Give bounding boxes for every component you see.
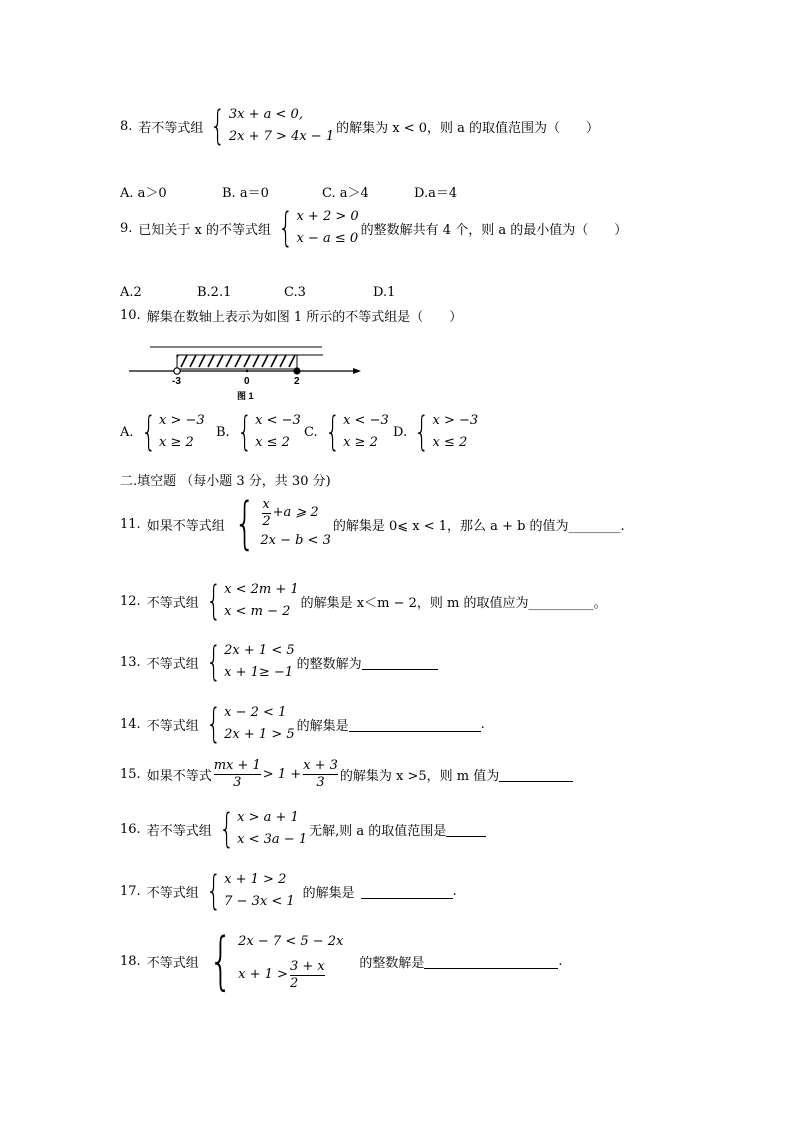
inequality: +a ⩾ 2 — [272, 505, 319, 520]
inequality: 7 − 3x < 1 — [224, 894, 295, 909]
fraction-numerator: mx + 1 — [213, 758, 261, 773]
inequality: x < −3 — [255, 413, 301, 428]
option-c: C.3 — [284, 285, 306, 300]
question-number: 12. — [120, 593, 141, 609]
inequality: 3x + a < 0, — [228, 107, 303, 122]
inequality-system — [273, 206, 359, 250]
brace-icon: { — [218, 806, 235, 852]
inequality: 2x − b < 3 — [260, 532, 331, 548]
question-stem-tail: 的解集是 x＜m − 2，则 m 的取值应为__________。 — [300, 595, 607, 611]
number-line-figure — [125, 340, 370, 406]
inequality: x > a + 1 — [237, 810, 299, 825]
question-number: 14. — [120, 716, 141, 732]
option-a: A.2 — [120, 285, 142, 300]
question-stem-tail: 的解集为 x < 0，则 a 的取值范围为（ ） — [336, 120, 600, 136]
inequality: x ≥ 2 — [158, 435, 194, 450]
end-mark: . — [558, 953, 563, 969]
inequality-system — [205, 104, 334, 148]
fraction-denominator: 2 — [262, 513, 271, 529]
inequality-system — [201, 579, 299, 623]
question-number: 18. — [120, 953, 141, 969]
brace-icon: { — [324, 409, 340, 455]
option-c — [304, 410, 391, 454]
inequality: 2x + 7 > 4x − 1 — [228, 129, 335, 144]
question-16 — [120, 807, 486, 851]
option-b: B. a＝0 — [222, 186, 269, 201]
question-stem-tail: 的解集是 — [296, 718, 349, 734]
inequality: x + 1 > 2 — [224, 872, 287, 887]
question-stem: 如果不等式 — [146, 769, 212, 784]
fraction-numerator: 3 + x — [289, 958, 325, 974]
question-15 — [120, 758, 573, 791]
inequality: x + 1≥ −1 — [224, 665, 294, 680]
option-c: C. a＞4 — [322, 186, 369, 201]
tick-label: 0 — [244, 376, 250, 387]
option-a — [120, 410, 207, 454]
brace-icon: { — [205, 701, 222, 747]
question-14 — [120, 702, 485, 746]
option-b: B.2.1 — [197, 285, 232, 300]
question-18 — [120, 924, 563, 997]
question-stem-tail: 的整数解为 — [296, 656, 362, 672]
option-label: A. — [120, 424, 134, 440]
origin-point — [246, 370, 248, 372]
end-mark: . — [452, 883, 457, 899]
option-d: D.a＝4 — [414, 186, 458, 201]
question-9 — [120, 206, 627, 250]
fraction-numerator: x + 3 — [303, 758, 338, 773]
fraction-denominator: 3 — [233, 775, 242, 790]
inequality: x − a ≤ 0 — [296, 231, 359, 246]
option-d: D.1 — [373, 285, 396, 300]
option-label: D. — [393, 424, 408, 440]
figure-caption: 图 1 — [237, 391, 254, 401]
question-stem: 若不等式组 — [138, 120, 204, 136]
question-stem: 解集在数轴上表示为如图 1 所示的不等式组是（ ） — [146, 310, 463, 325]
question-number: 17. — [120, 883, 141, 899]
question-stem: 若不等式组 — [146, 823, 212, 839]
open-point — [174, 368, 180, 374]
question-number: 15. — [120, 767, 141, 782]
inequality: x ≤ 2 — [255, 435, 290, 450]
question-number: 8. — [120, 118, 133, 134]
question-stem: 不等式组 — [146, 885, 199, 901]
brace-icon: { — [233, 491, 256, 556]
option-d — [393, 410, 480, 454]
inequality: x > −3 — [158, 413, 205, 428]
inequality-system — [201, 640, 295, 684]
question-number: 11. — [120, 516, 141, 532]
brace-icon: { — [210, 103, 226, 149]
brace-icon: { — [208, 924, 233, 997]
option-a: A. a＞0 — [120, 186, 167, 201]
inequality: x − 2 < 1 — [224, 705, 287, 720]
fraction-numerator: x — [262, 496, 270, 512]
fraction-denominator: 2 — [289, 975, 299, 991]
inequality: x < −3 — [343, 413, 389, 428]
inequality: 2x + 1 > 5 — [224, 727, 295, 742]
solution-region — [177, 355, 297, 369]
question-17 — [120, 869, 457, 913]
brace-icon: { — [414, 409, 430, 455]
answer-blank[interactable] — [362, 655, 438, 670]
inequality: x < m − 2 — [224, 604, 291, 619]
inequality: x < 3a − 1 — [237, 832, 308, 847]
question-number: 16. — [120, 821, 141, 837]
inequality: x > −3 — [432, 413, 479, 428]
brace-icon: { — [236, 409, 253, 455]
question-10 — [120, 306, 462, 325]
inequality: 2x − 7 < 5 − 2x — [238, 933, 344, 949]
option-b — [216, 410, 303, 454]
question-stem-tail: 的解集为 x >5，则 m 值为 — [339, 769, 500, 784]
question-number: 13. — [120, 654, 141, 670]
section-heading: 二.填空题 （每小题 3 分，共 30 分) — [120, 474, 331, 489]
inequality: 2x + 1 < 5 — [224, 643, 295, 658]
brace-icon: { — [205, 639, 222, 685]
fraction-denominator: 3 — [316, 775, 325, 790]
answer-blank[interactable] — [361, 884, 453, 899]
brace-icon: { — [278, 205, 294, 251]
question-number: 9. — [120, 220, 133, 236]
question-stem-tail: 的解集是 — [302, 885, 355, 901]
option-label: B. — [216, 424, 230, 440]
question-stem: 已知关于 x 的不等式组 — [138, 222, 272, 238]
question-stem-tail: 无解,则 a 的取值范围是 — [309, 823, 447, 839]
inequality: x ≥ 2 — [343, 435, 378, 450]
answer-blank[interactable] — [499, 767, 573, 782]
question-8 — [120, 104, 599, 148]
brace-icon: { — [140, 409, 156, 455]
question-stem: 不等式组 — [146, 656, 199, 672]
brace-icon: { — [205, 578, 222, 624]
inequality: x < 2m + 1 — [224, 582, 299, 597]
option-label: C. — [304, 424, 318, 440]
inequality: x ≤ 2 — [432, 435, 468, 450]
question-stem: 不等式组 — [146, 718, 199, 734]
answer-blank[interactable] — [446, 822, 486, 837]
question-13 — [120, 640, 438, 684]
question-stem: 如果不等式组 — [146, 518, 225, 534]
question-12 — [120, 579, 606, 623]
arrow-icon — [353, 368, 361, 374]
inequality-system — [201, 924, 344, 997]
answer-blank[interactable] — [424, 954, 558, 969]
inequality-system — [214, 807, 307, 851]
question-11 — [120, 491, 625, 556]
inequality: x + 1 > — [238, 967, 288, 982]
inequality: > 1 + — [262, 767, 302, 782]
tick-label: 2 — [294, 376, 300, 387]
question-number: 10. — [120, 308, 141, 323]
inequality-system — [201, 869, 295, 913]
question-stem-tail: 的解集是 0⩽ x < 1，那么 a + b 的值为________. — [332, 518, 625, 534]
inequality-system — [227, 491, 331, 556]
question-stem-tail: 的整数解共有 4 个，则 a 的最小值为（ ） — [360, 222, 628, 238]
tick-label: -3 — [172, 376, 181, 387]
question-stem: 不等式组 — [146, 955, 199, 971]
brace-icon: { — [205, 868, 222, 914]
inequality: x + 2 > 0 — [296, 209, 359, 224]
closed-point — [293, 367, 300, 374]
inequality-system — [201, 702, 295, 746]
answer-blank[interactable] — [349, 717, 481, 732]
question-stem: 不等式组 — [146, 595, 199, 611]
question-stem-tail: 的整数解是 — [359, 955, 425, 971]
end-mark: . — [480, 716, 485, 732]
